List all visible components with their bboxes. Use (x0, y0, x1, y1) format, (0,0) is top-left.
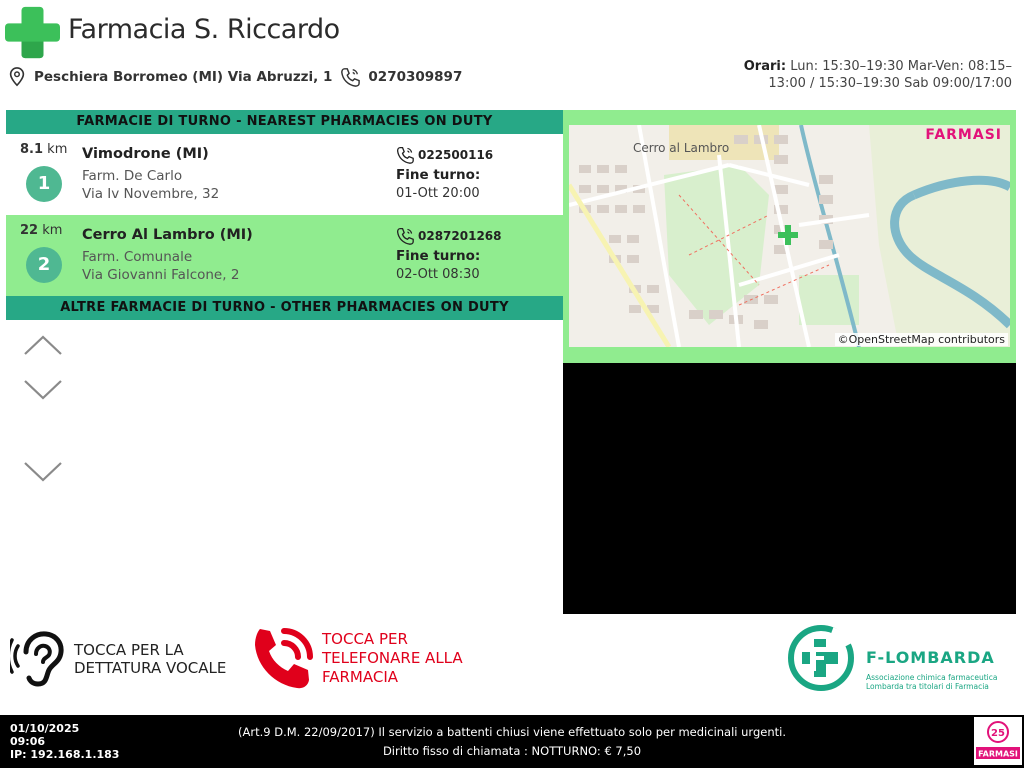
location-pin-icon (8, 67, 26, 87)
legal-notice: (Art.9 D.M. 22/09/2017) Il servizio a battenti chiusi viene effettuato solo per medicinali urgenti. (238, 725, 786, 739)
call-pharmacy-button[interactable] (248, 625, 482, 691)
call-pharmacy-label: TOCCA PER TELEFONARE ALLA FARMACIA (322, 629, 463, 686)
rank-badge: 2 (26, 247, 62, 283)
pharmacy-phone-link[interactable]: 022500116 (396, 146, 493, 164)
pharmacy-name: Farm. Comunale (82, 249, 193, 265)
footer-bar (0, 715, 1024, 768)
map-place-label: Cerro al Lambro (633, 141, 730, 155)
pharmacy-city: Vimodrone (MI) (82, 146, 209, 162)
page-title: Farmacia S. Riccardo (68, 14, 340, 45)
ear-icon (10, 630, 66, 688)
footer-time: 09:06 (10, 735, 46, 748)
rank-badge: 1 (26, 166, 62, 202)
map-view[interactable] (569, 125, 1010, 347)
map-brand: FARMASI (925, 127, 1002, 143)
call-fee: Diritto fisso di chiamata : NOTTURNO: € 7,50 (382, 744, 642, 758)
svg-text:FARMASI: FARMASI (978, 749, 1018, 759)
footer-notice (200, 723, 824, 761)
video-panel (563, 363, 1016, 614)
end-shift-label: Fine turno: (396, 248, 481, 264)
chevron-up-icon[interactable] (22, 333, 64, 357)
map-panel (563, 110, 1016, 363)
pharmacy-name: Farm. De Carlo (82, 168, 183, 184)
partner-name: F-LOMBARDA (866, 648, 995, 667)
end-shift-label: Fine turno: (396, 167, 481, 183)
pharmacy-street: Via Iv Novembre, 32 (82, 186, 220, 202)
partner-subtitle: Associazione chimica farmaceutica Lombarda tra titolari di Farmacia (866, 673, 998, 691)
farmasi-anniversary-badge (974, 717, 1022, 765)
pharmacy-phone[interactable]: 0270309897 (368, 69, 463, 85)
opening-hours (722, 58, 1012, 92)
chevron-down-icon[interactable] (22, 460, 64, 484)
footer-ip: IP: 192.168.1.183 (10, 748, 120, 761)
footer-date: 01/10/2025 (10, 722, 80, 735)
hours-text: Lun: 15:30–19:30 Mar-Ven: 08:15–13:00 / 15:30–19:30 Sab 09:00/17:00 (768, 59, 1012, 91)
map-attribution[interactable]: ©OpenStreetMap contributors (835, 333, 1008, 346)
footer-status (10, 722, 119, 761)
phone-icon (396, 227, 414, 245)
pharmacy-phone-link[interactable]: 0287201268 (396, 227, 502, 245)
chevron-down-icon[interactable] (22, 378, 64, 402)
pharmacy-address: Peschiera Borromeo (MI) Via Abruzzi, 1 (34, 69, 333, 85)
svg-text:25: 25 (991, 728, 1005, 739)
pharmacy-row-1[interactable] (6, 134, 563, 215)
end-shift-date: 01-Ott 20:00 (396, 186, 480, 201)
map-tiles (569, 125, 1010, 347)
end-shift-date: 02-Ott 08:30 (396, 267, 480, 282)
phone-icon (340, 67, 360, 87)
pharmacy-cross-logo (5, 5, 60, 60)
distance: 22 km (20, 223, 63, 238)
f-lombarda-logo (788, 625, 858, 691)
nearest-pharmacies-header: FARMACIE DI TURNO - NEAREST PHARMACIES ON DUTY (6, 110, 563, 134)
distance: 8.1 km (20, 142, 68, 157)
other-pharmacies-header: ALTRE FARMACIE DI TURNO - OTHER PHARMACIES ON DUTY (6, 296, 563, 320)
voice-dictation-button[interactable] (10, 630, 244, 688)
phone-icon (396, 146, 414, 164)
hours-label: Orari: (743, 59, 787, 74)
phone-call-icon (248, 625, 316, 691)
pharmacy-street: Via Giovanni Falcone, 2 (82, 267, 240, 283)
pharmacy-row-2[interactable] (6, 215, 563, 296)
voice-dictation-label: TOCCA PER LA DETTATURA VOCALE (74, 641, 227, 677)
pharmacy-contact (8, 66, 462, 88)
pharmacy-city: Cerro Al Lambro (MI) (82, 227, 253, 243)
